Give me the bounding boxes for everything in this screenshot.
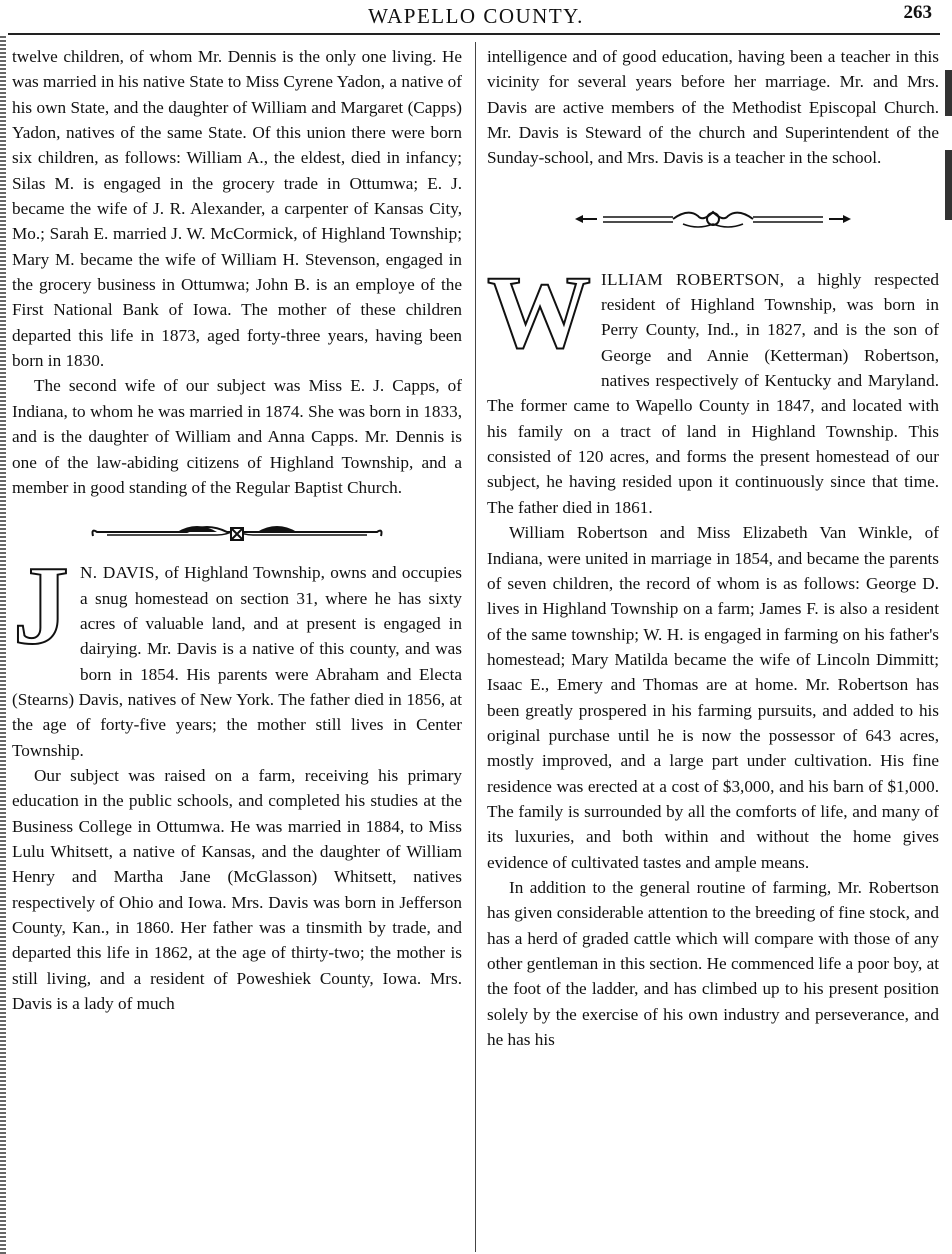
right-column: [487, 44, 939, 1052]
biography-davis: [12, 544, 462, 763]
page-number: 263: [903, 2, 932, 23]
edge-tab: [945, 70, 952, 116]
running-title: WAPELLO COUNTY.: [368, 4, 584, 28]
paragraph: twelve children, of whom Mr. Dennis is the only one living. He was married in his native State to Miss Cyrene Yadon, a native of his own State, and the daughter of William and Margaret (Capps) Yadon, natives of the same State. Of this union there were born six children, as follows: William A., the eldest, died in infancy; Silas M. is engaged in the grocery trade in Ottumwa; E. J. became the wife of J. R. Alexander, a carpenter of Kansas City, Mo.; Sarah E. married J. W. McCormick, of Highland Township; Mary M. became the wife of William H. Stevenson, engaged in the grocery business in Ottumwa; John B. is an employe of the First National Bank of Iowa. The mother of these children departed this life in 1873, aged forty-three years, having been born in 1830.: [12, 47, 462, 371]
left-column: [12, 44, 462, 1016]
paragraph: In addition to the general routine of farming, Mr. Robertson has given considerable attention to the breeding of fine stock, and has a herd of graded cattle which will compare with those of any other gentleman in this section. He commenced life a poor boy, at the foot of the ladder, and has climbed up to his present position solely by the exercise of his own industry and perseverance, and he has his: [487, 877, 939, 1050]
ornamental-divider: [12, 500, 462, 560]
biography-robertson: [487, 254, 939, 520]
paragraph: William Robertson and Miss Elizabeth Van Winkle, of Indiana, were united in marriage in 1854, and became the parents of seven children, the record of whom is as follows: George D. lives in Highland Township on a farm; James F. is also a resident of the same township; W. H. is engaged in farming on his father's homestead; Mary Matilda became the wife of Lincoln Dimmitt; Isaac E., Emery and Thomas are at home. Mr. Robertson has been greatly prospered in his farming pursuits, and added to his original purchase until he is now the possessor of 643 acres, mostly improved, and a large part under cultivation. His fine residence was erected at a cost of $3,000, and his barn of $1,000. The family is surrounded by all the comforts of life, and many of its luxuries, and both within and without the home gives evidence of cultivated tastes and ample means.: [487, 523, 939, 872]
paragraph: Our subject was raised on a farm, receiving his primary education in the public schools, and completed his studies at the Business College in Ottumwa. He was married in 1884, to Miss Lulu Whitsett, a native of Kansas, and the daughter of William Henry and Martha Jane (McGlasson) Whitsett, natives respectively of Ohio and Iowa. Mrs. Davis was born in Jefferson County, Kan., in 1860. Her father was a tinsmith by trade, and departed this life in 1862, at the age of thirty-two; the mother is still living, and a resident of Poweshiek County, Iowa. Mrs. Davis is a lady of much: [12, 765, 462, 1014]
paragraph-text: a highly respected resident of Highland Township, was born in Perry County, Ind., in 1827, and is the son of George and Annie (Ketterman) Robertson, natives respectively of Kentucky and Maryland. The former came to Wapello County in 1847, and located with his family on a tract of land in Highland Township. This consisted of 120 acres, and forms the present homestead of our subject, he having resided upon it continuously since that time. The father died in 1861.: [487, 269, 939, 517]
drop-cap: J: [13, 544, 69, 669]
paragraph-text: of Highland Township, owns and occupies a snug homestead on section 31, where he has sixty acres of valuable land, and at present is engaged in dairying. Mr. Davis is a native of this county, and was born in 1854. His parents were Abraham and Electa (Stearns) Davis, natives of New York. The father died in 1856, at the age of forty-five years; the mother still lives in Center Township.: [12, 563, 462, 760]
paragraph: intelligence and of good education, having been a teacher in this vicinity for several years before her marriage. Mr. and Mrs. Davis are active members of the Methodist Episcopal Church. Mr. Davis is Steward of the church and Superintendent of the Sunday-school, and Mrs. Davis is a teacher in the school.: [487, 47, 939, 168]
flourish-ornament: [87, 518, 387, 542]
edge-tabs: [945, 40, 952, 240]
drop-cap: W: [487, 254, 591, 370]
page-header: [0, 0, 952, 34]
column-rule: [475, 42, 476, 1252]
binding-edge: [0, 36, 6, 1254]
biography-subject-name: N. DAVIS,: [80, 563, 160, 583]
biography-subject-name: ILLIAM ROBERTSON,: [601, 269, 785, 289]
ornamental-divider: [487, 171, 939, 267]
flourish-ornament: [573, 204, 853, 234]
header-rule: [8, 33, 940, 35]
edge-tab: [945, 150, 952, 220]
paragraph: The second wife of our subject was Miss E. J. Capps, of Indiana, to whom he was married in 1874. She was born in 1833, and is the daughter of William and Anna Capps. Mr. Dennis is one of the law-abiding citizens of Highland Township, and a member in good standing of the Regular Baptist Church.: [12, 376, 462, 497]
